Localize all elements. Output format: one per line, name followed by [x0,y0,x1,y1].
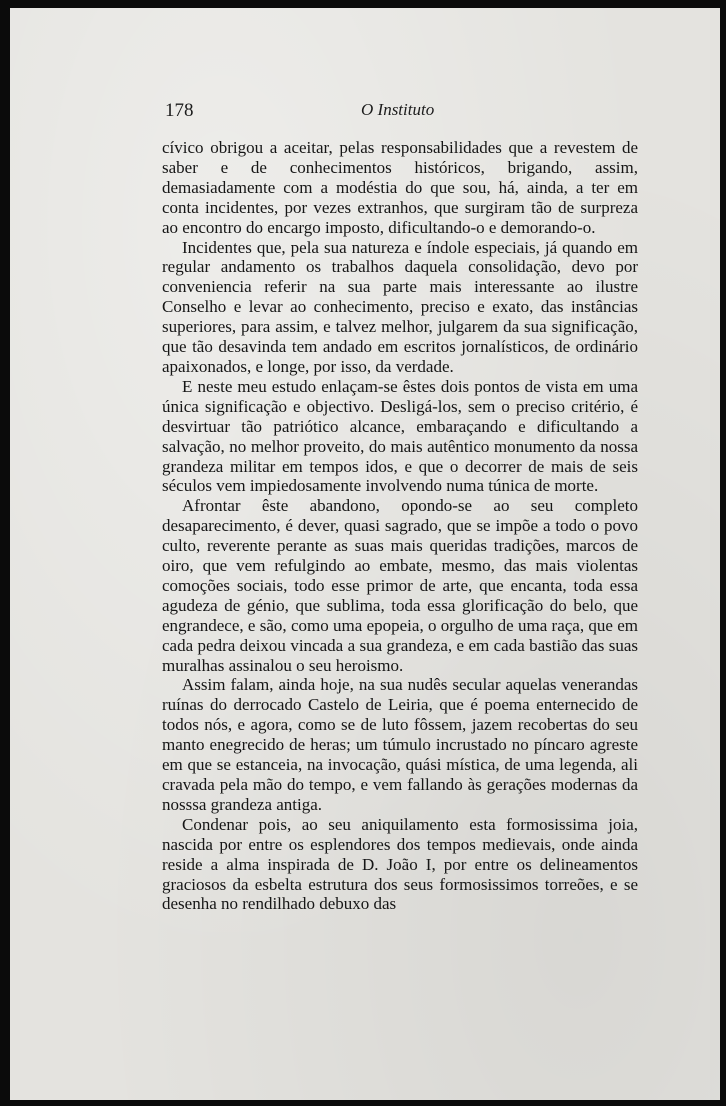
book-page [10,8,720,1100]
paragraph-2: Incidentes que, pela sua natureza e índole especiais, já quando em regular andamento os trabalhos daquela consolidação, devo por conveniencia referir na sua parte mais interessante ao ilustre Conselho e levar ao conhecimento, preciso e exato, das instâncias superiores, para assim, e talvez melhor, julgarem da sua significação, que tão desavinda tem andado em escritos jornalísticos, de ordinário apaixonados, e longe, por isso, da verdade. [162,237,638,376]
paragraph-6: Condenar pois, ao seu aniquilamento esta formosissima joia, nascida por entre os esplendores dos tempos medievais, onde ainda reside a alma inspirada de D. João I, por entre os delineamentos graciosos da esbelta estrutura dos seus formosissimos torreões, e se desenha no rendilhado debuxo das [162,814,638,914]
running-title: O Instituto [361,100,435,119]
page-number: 178 [165,100,194,121]
body-text [162,138,638,914]
paragraph-1: cívico obrigou a aceitar, pelas responsabilidades que a revestem de saber e de conhecimentos históricos, brigando, assim, demasiadamente com a modéstia do que sou, há, ainda, a ter em conta incidentes, por vezes extranhos, que surgiram tão de surpreza ao encontro do encargo imposto, dificultando-o e demorando-o. [162,138,638,237]
paragraph-5: Assim falam, ainda hoje, na sua nudês secular aquelas venerandas ruínas do derrocado Castelo de Leiria, que é poema enternecido de todos nós, e agora, como se de luto fôssem, jazem recobertas do seu manto enegrecido de heras; um túmulo incrustado no píncaro agreste em que se estanceia, na invocação, quási mística, de uma legenda, ali cravada pela mão do tempo, e vem fallando às gerações modernas da nosssa grandeza antiga. [162,675,638,814]
paragraph-4: Afrontar êste abandono, opondo-se ao seu completo desaparecimento, é dever, quasi sagrado, que se impõe a todo o povo culto, reverente perante as suas mais queridas tradições, marcos de oiro, que vem refulgindo ao embate, mesmo, das mais violentas comoções sociais, todo esse primor de arte, que encanta, toda essa agudeza de génio, que sublima, toda essa glorificação do belo, que engrandece, e são, como uma epopeia, o orgulho de uma raça, que em cada pedra deixou vincada a sua grandeza, e em cada bastião das suas muralhas assinalou o seu heroismo. [162,496,638,675]
paragraph-3: E neste meu estudo enlaçam-se êstes dois pontos de vista em uma única significação e objectivo. Desligá-los, sem o preciso critério, é desvirtuar tão patriótico alcance, embaraçando e dificultando a salvação, no melhor proveito, do mais autêntico monumento da nossa grandeza militar em tempos idos, e que o decorrer de mais de seis séculos vem impiedosamente involvendo numa túnica de morte. [162,376,638,496]
page-header [165,100,638,124]
